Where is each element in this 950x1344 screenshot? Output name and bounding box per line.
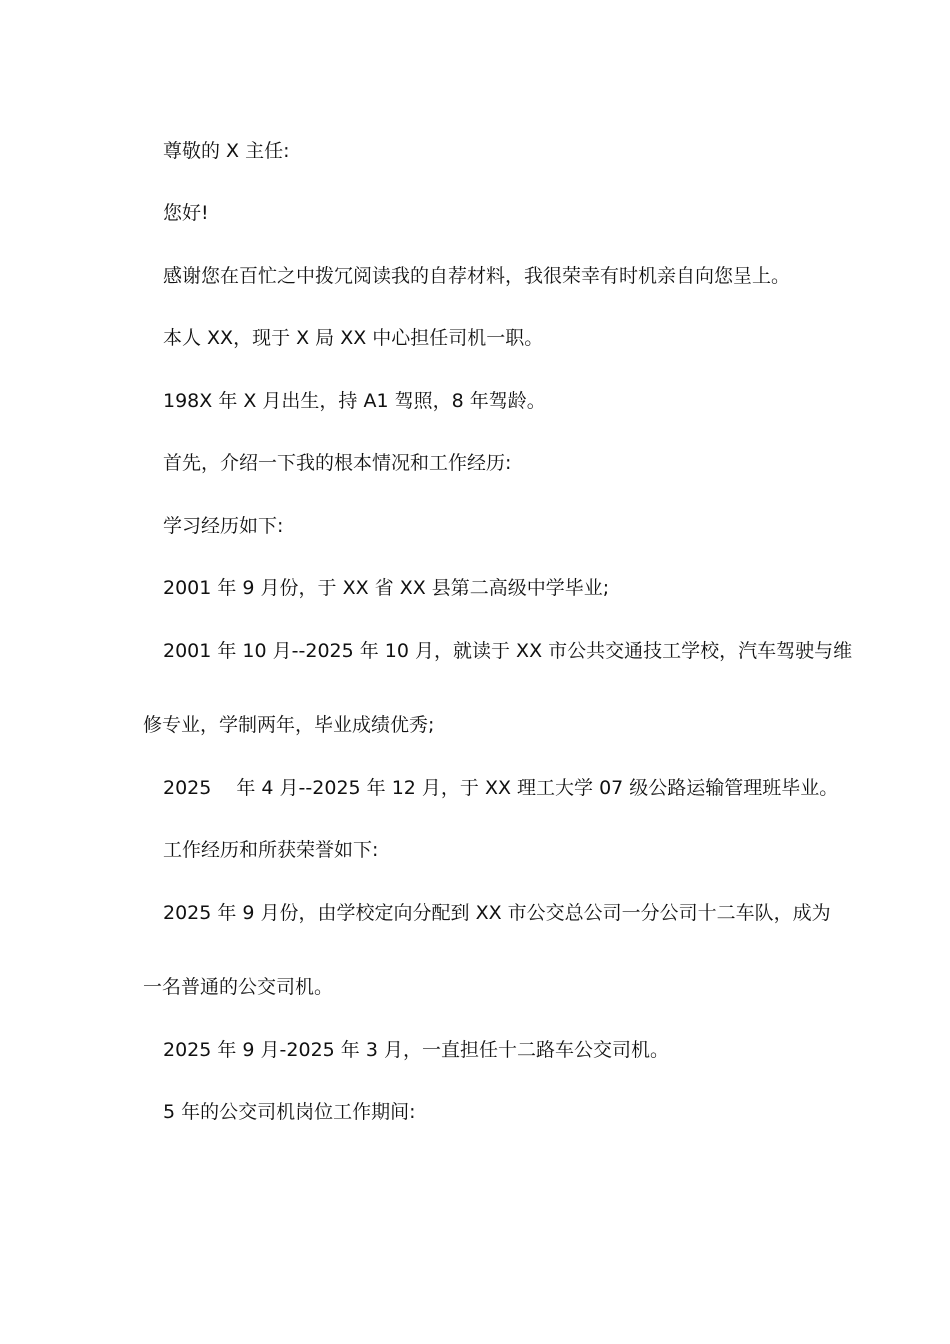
- salutation: 尊敬的 X 主任:: [163, 140, 290, 162]
- education-item-3: 2025 年 4 月--2025 年 12 月，于 XX 理工大学 07 级公路运输管理班毕业。: [163, 777, 839, 799]
- work-item-2: 2025 年 9 月-2025 年 3 月，一直担任十二路车公交司机。: [163, 1039, 669, 1061]
- greeting: 您好!: [163, 202, 209, 224]
- heading-education: 学习经历如下:: [163, 515, 284, 537]
- education-item-1: 2001 年 9 月份，于 XX 省 XX 县第二高级中学毕业;: [163, 577, 610, 599]
- paragraph-thanks: 感谢您在百忙之中拨冗阅读我的自荐材料，我很荣幸有时机亲自向您呈上。: [163, 265, 791, 287]
- heading-work-honors: 工作经历和所获荣誉如下:: [163, 839, 379, 861]
- paragraph-overview: 首先，介绍一下我的根本情况和工作经历:: [163, 452, 512, 474]
- work-item-1-line2: 一名普通的公交司机。: [143, 976, 334, 998]
- work-item-1-line1: 2025 年 9 月份，由学校定向分配到 XX 市公交总公司一分公司十二车队，成为: [163, 902, 831, 924]
- paragraph-birth-license: 198X 年 X 月出生，持 A1 驾照，8 年驾龄。: [163, 390, 546, 412]
- work-period-heading: 5 年的公交司机岗位工作期间:: [163, 1101, 416, 1123]
- paragraph-intro: 本人 XX，现于 X 局 XX 中心担任司机一职。: [163, 327, 544, 349]
- education-item-2-line1: 2001 年 10 月--2025 年 10 月，就读于 XX 市公共交通技工学校，汽车驾驶与维: [163, 640, 853, 662]
- education-item-2-line2: 修专业，学制两年，毕业成绩优秀;: [143, 714, 435, 736]
